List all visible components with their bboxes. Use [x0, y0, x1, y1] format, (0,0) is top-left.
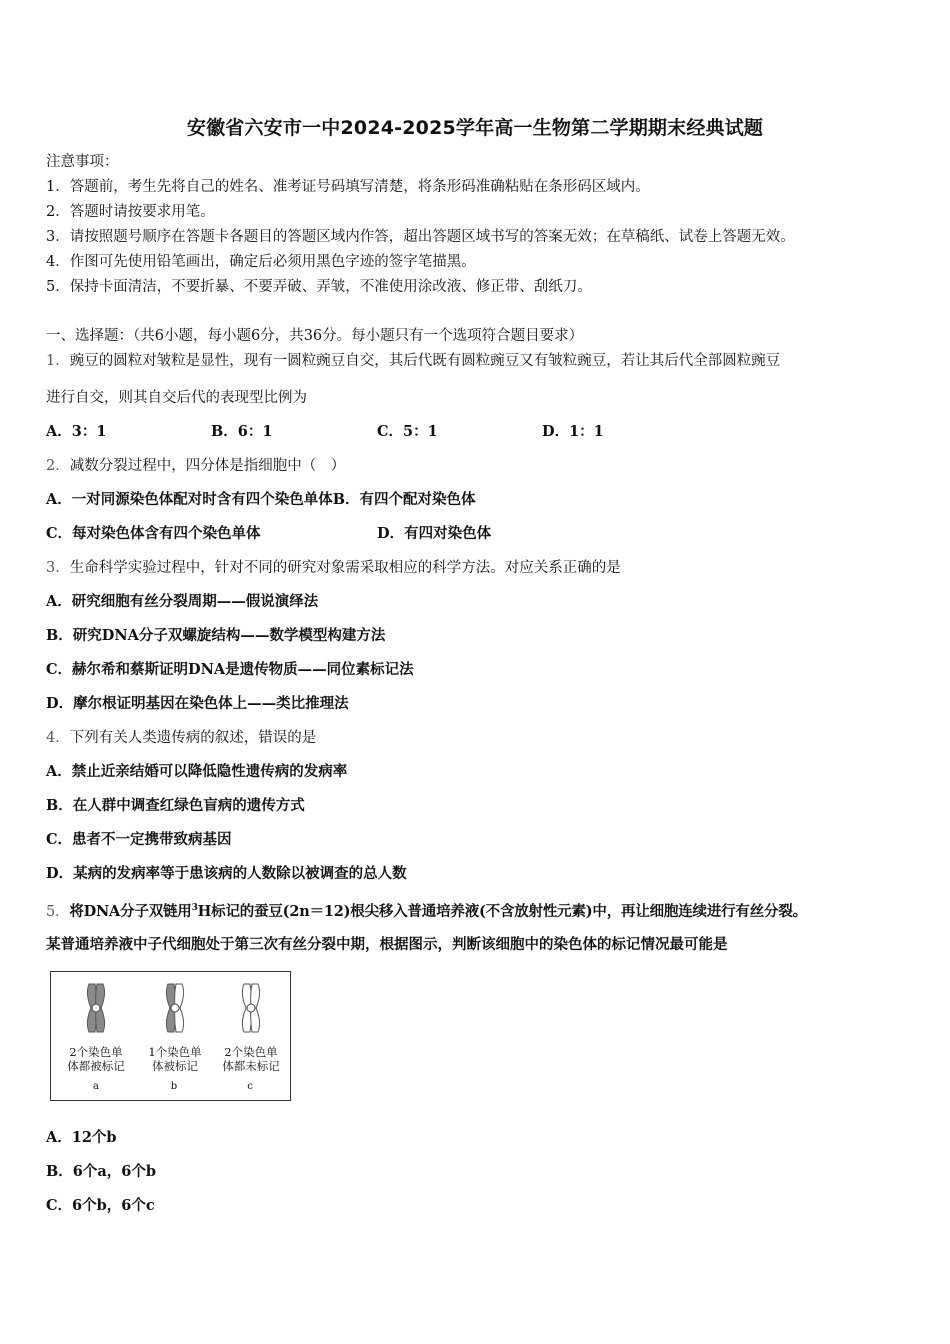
question-5-cont: 某普通培养液中子代细胞处于第三次有丝分裂中期，根据图示，判断该细胞中的染色体的标记情况最可能是 — [46, 936, 728, 953]
question-text: 生命科学实验过程中，针对不同的研究对象需采取相应的科学方法。对应关系正确的是 — [69, 560, 621, 576]
caption-c — [213, 1045, 289, 1073]
caption-c-line1: 2个染色单 — [224, 1045, 278, 1059]
question-text-post: H标记的蚕豆(2n＝12)根尖移入普通培养液(不含放射性元素)中，再让细胞连续进行有丝分裂。 — [197, 902, 807, 920]
question-5 — [46, 899, 807, 921]
q4-option-b[interactable]: B．在人群中调查红绿色盲病的遗传方式 — [46, 797, 305, 814]
question-2 — [46, 457, 345, 475]
chromosome-a-icon — [87, 984, 104, 1032]
question-number: 1． — [46, 353, 70, 369]
q5-option-c[interactable]: C．6个b，6个c — [46, 1197, 155, 1214]
question-number: 5． — [46, 903, 70, 920]
caption-b-line1: 1个染色单 — [148, 1045, 202, 1059]
section-heading: 一、选择题：（共6小题，每小题6分，共36分。每小题只有一个选项符合题目要求） — [46, 328, 584, 344]
question-text-pre: 将DNA分子双链用 — [69, 902, 192, 920]
question-number: 4． — [46, 730, 70, 746]
question-1 — [46, 352, 780, 370]
q4-option-a[interactable]: A．禁止近亲结婚可以降低隐性遗传病的发病率 — [46, 763, 348, 780]
caption-a — [58, 1045, 134, 1073]
q3-option-d[interactable]: D．摩尔根证明基因在染色体上——类比推理法 — [46, 695, 349, 712]
notice-item-5: 5．保持卡面清洁，不要折暴、不要弄破、弄皱，不准使用涂改液、修正带、刮纸刀。 — [46, 279, 592, 295]
question-number: 2． — [46, 458, 70, 474]
superscript: 3 — [191, 903, 198, 913]
q4-option-c[interactable]: C．患者不一定携带致病基因 — [46, 831, 232, 848]
q2-option-d[interactable]: D．有四对染色体 — [377, 525, 492, 542]
chromosome-c-icon — [242, 984, 259, 1032]
label-b: b — [170, 1081, 178, 1092]
caption-b-line2: 体被标记 — [152, 1059, 198, 1073]
notice-item-3: 3．请按照题号顺序在答题卡各题目的答题区域内作答，超出答题区域书写的答案无效；在草稿纸、试卷上答题无效。 — [46, 229, 795, 245]
page-title: 安徽省六安市一中2024-2025学年高一生物第二学期期末经典试题 — [186, 117, 764, 139]
q4-option-d[interactable]: D．某病的发病率等于患该病的人数除以被调查的总人数 — [46, 865, 407, 882]
q2-option-c[interactable]: C．每对染色体含有四个染色单体 — [46, 525, 261, 542]
question-number: 3． — [46, 560, 70, 576]
question-text: 减数分裂过程中，四分体是指细胞中（ ） — [69, 458, 346, 474]
notice-item-4: 4．作图可先使用铅笔画出，确定后必须用黑色字迹的签字笔描黑。 — [46, 254, 476, 270]
caption-a-line1: 2个染色单 — [69, 1045, 123, 1059]
caption-c-line2: 体都未标记 — [222, 1059, 280, 1073]
q1-option-a[interactable]: A．3：1 — [46, 423, 107, 440]
q1-option-c[interactable]: C．5：1 — [377, 423, 438, 440]
label-a: a — [93, 1081, 99, 1092]
caption-a-line2: 体都被标记 — [67, 1059, 125, 1073]
notice-heading: 注意事项： — [46, 154, 119, 170]
label-c: c — [247, 1081, 253, 1092]
q5-option-b[interactable]: B．6个a，6个b — [46, 1163, 156, 1180]
caption-b — [137, 1045, 213, 1073]
notice-item-1: 1．答题前，考生先将自己的姓名、准考证号码填写清楚，将条形码准确粘贴在条形码区域内。 — [46, 179, 650, 195]
q3-option-b[interactable]: B．研究DNA分子双螺旋结构——数学模型构建方法 — [46, 627, 386, 644]
q1-option-b[interactable]: B．6：1 — [211, 423, 273, 440]
question-1-cont: 进行自交，则其自交后代的表现型比例为 — [46, 390, 307, 406]
question-3 — [46, 559, 621, 577]
q3-option-c[interactable]: C．赫尔希和蔡斯证明DNA是遗传物质——同位素标记法 — [46, 661, 414, 678]
q2-option-ab[interactable]: A．一对同源染色体配对时含有四个染色单体B．有四个配对染色体 — [46, 491, 476, 508]
question-4 — [46, 729, 316, 747]
q1-option-d[interactable]: D．1：1 — [542, 423, 604, 440]
chromosome-b-icon — [166, 984, 183, 1032]
chromosome-figure — [50, 971, 291, 1101]
question-text: 下列有关人类遗传病的叙述，错误的是 — [69, 730, 317, 746]
q5-option-a[interactable]: A．12个b — [46, 1129, 117, 1146]
q3-option-a[interactable]: A．研究细胞有丝分裂周期——假说演绎法 — [46, 593, 319, 610]
question-text: 豌豆的圆粒对皱粒是显性，现有一圆粒豌豆自交，其后代既有圆粒豌豆又有皱粒豌豆，若让其后代全部圆粒豌豆 — [69, 353, 781, 369]
notice-item-2: 2．答题时请按要求用笔。 — [46, 204, 215, 220]
